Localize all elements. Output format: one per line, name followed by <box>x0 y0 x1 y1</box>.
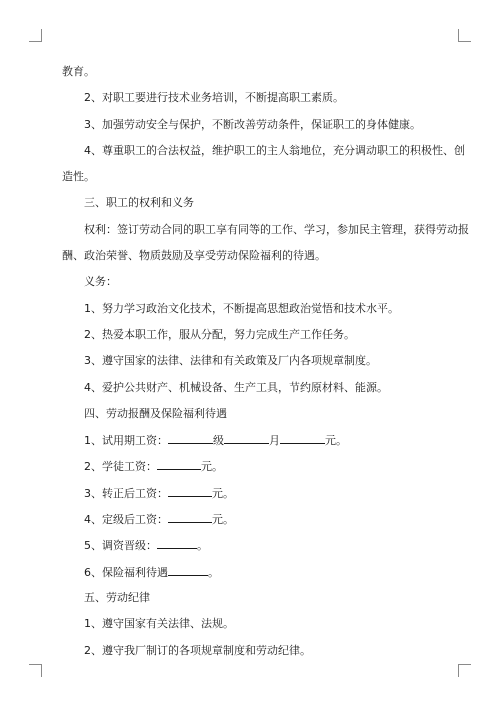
welfare-blank <box>168 564 208 576</box>
probation-grade-blank <box>168 432 213 444</box>
crop-mark-bottom-left <box>29 664 42 677</box>
crop-mark-top-right <box>458 29 471 42</box>
welfare-line <box>62 564 440 580</box>
crop-mark-bottom-right <box>458 664 471 677</box>
paragraph-line: 2、遵守我厂制订的各项规章制度和劳动纪律。 <box>84 643 311 657</box>
grade-unit: 级 <box>213 434 224 448</box>
paragraph-line: 酬、政治荣誉、物质鼓励及享受劳动保险福利的待遇。 <box>62 249 326 263</box>
paragraph-line: 3、遵守国家的法律、法律和有关政策及厂内各项规章制度。 <box>84 354 377 368</box>
month-unit: 月 <box>269 434 280 448</box>
paragraph-line: 1、努力学习政治文化技术，不断提高思想政治觉悟和技术水平。 <box>84 301 399 315</box>
welfare-label: 6、保险福利待遇 <box>84 565 168 579</box>
paragraph-line: 义务： <box>84 275 117 289</box>
section-heading: 五、劳动纪律 <box>84 590 150 604</box>
paragraph-line: 4、爱护公共财产、机械设备、生产工具，节约原材料、能源。 <box>84 380 388 394</box>
probation-wage-line <box>62 432 440 448</box>
probation-amount-blank <box>280 432 325 444</box>
apprentice-wage-line <box>62 458 440 474</box>
raise-label: 5、调资晋级： <box>84 539 157 553</box>
raise-line <box>62 537 440 553</box>
paragraph-line: 2、对职工要进行技术业务培训，不断提高职工素质。 <box>84 91 344 105</box>
paragraph-line: 1、遵守国家有关法律、法规。 <box>84 617 234 631</box>
yuan-unit: 元。 <box>212 486 234 500</box>
probation-wage-label: 1、试用期工资： <box>84 434 168 448</box>
paragraph-line: 教育。 <box>62 65 95 78</box>
period-mark: 。 <box>208 565 219 579</box>
raise-blank <box>157 537 197 549</box>
regular-amount-blank <box>168 485 212 497</box>
yuan-unit: 元。 <box>212 513 234 527</box>
apprentice-wage-label: 2、学徒工资： <box>84 460 157 474</box>
yuan-unit: 元。 <box>201 460 223 474</box>
paragraph-line: 权利：签订劳动合同的职工享有同等的工作、学习，参加民主管理，获得劳动报 <box>84 222 469 236</box>
apprentice-amount-blank <box>157 458 201 470</box>
period-mark: 。 <box>197 539 208 553</box>
document-body <box>62 64 469 669</box>
section-heading: 三、职工的权利和义务 <box>84 196 194 210</box>
regular-wage-label: 3、转正后工资： <box>84 486 168 500</box>
paragraph-line: 4、尊重职工的合法权益，维护职工的主人翁地位，充分调动职工的积极性、创 <box>84 143 465 157</box>
section-heading: 四、劳动报酬及保险福利待遇 <box>84 406 227 420</box>
yuan-unit: 元。 <box>325 434 347 448</box>
probation-month-blank <box>224 432 269 444</box>
regular-wage-line <box>62 485 440 501</box>
crop-mark-top-left <box>29 29 42 42</box>
paragraph-line: 2、热爱本职工作，服从分配，努力完成生产工作任务。 <box>84 327 355 341</box>
paragraph-line: 造性。 <box>62 170 95 184</box>
graded-wage-label: 4、定级后工资： <box>84 513 168 527</box>
graded-wage-line <box>62 511 440 527</box>
graded-amount-blank <box>168 511 212 523</box>
paragraph-line: 3、加强劳动安全与保护，不断改善劳动条件，保证职工的身体健康。 <box>84 117 421 131</box>
